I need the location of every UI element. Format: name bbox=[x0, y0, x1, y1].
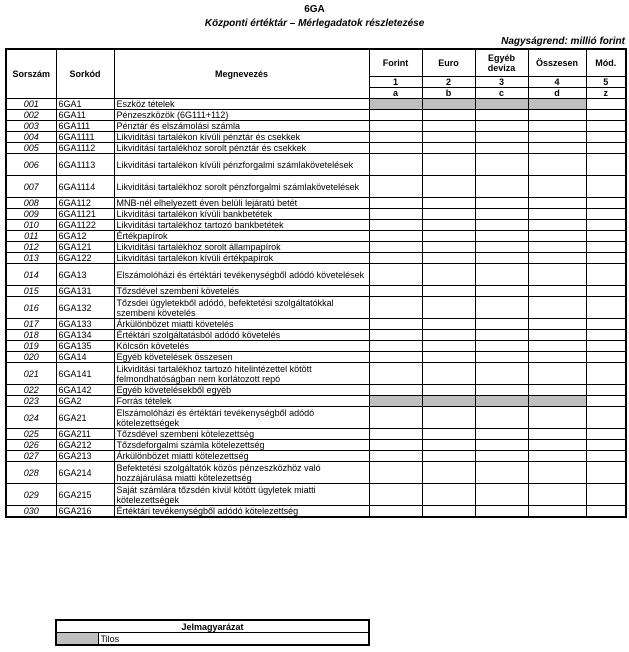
row-code: 6GA215 bbox=[56, 484, 114, 506]
value-cell bbox=[422, 429, 475, 440]
row-number: 004 bbox=[6, 132, 56, 143]
legend-swatch-grey bbox=[56, 633, 98, 646]
row-number: 024 bbox=[6, 407, 56, 429]
value-cell bbox=[586, 286, 626, 297]
value-cell bbox=[528, 132, 586, 143]
document-code: 6GA bbox=[304, 4, 325, 15]
table-row bbox=[6, 264, 626, 286]
row-code: 6GA133 bbox=[56, 319, 114, 330]
value-cell bbox=[475, 242, 528, 253]
table-row bbox=[6, 330, 626, 341]
value-cell bbox=[475, 484, 528, 506]
value-cell bbox=[586, 198, 626, 209]
value-cell bbox=[475, 253, 528, 264]
row-name: Elszámolóházi és értéktári tevékenységből adódó követelések bbox=[114, 264, 369, 286]
col-letter: b bbox=[422, 88, 475, 99]
row-number: 005 bbox=[6, 143, 56, 154]
value-cell bbox=[422, 484, 475, 506]
row-number: 012 bbox=[6, 242, 56, 253]
value-cell bbox=[475, 198, 528, 209]
document-title: Központi értéktár – Mérlegadatok részletezése bbox=[204, 18, 425, 29]
value-cell bbox=[422, 121, 475, 132]
row-name: Likviditási tartalékon kívüli pénzforgalmi számlakövetelések bbox=[114, 154, 369, 176]
value-cell bbox=[475, 231, 528, 242]
value-cell bbox=[422, 385, 475, 396]
row-name: Likviditási tartalékon kívüli értékpapírok bbox=[114, 253, 369, 264]
legend-title: Jelmagyarázat bbox=[56, 620, 369, 633]
value-cell bbox=[369, 451, 422, 462]
row-number: 006 bbox=[6, 154, 56, 176]
table-row bbox=[6, 297, 626, 319]
value-cell bbox=[422, 143, 475, 154]
value-cell bbox=[422, 242, 475, 253]
row-code: 6GA141 bbox=[56, 363, 114, 385]
value-cell bbox=[528, 352, 586, 363]
value-cell bbox=[369, 352, 422, 363]
row-code: 6GA2 bbox=[56, 396, 114, 407]
value-cell bbox=[586, 253, 626, 264]
value-cell bbox=[586, 484, 626, 506]
table-row bbox=[6, 231, 626, 242]
row-name: Likviditási tartalékon kívüli bankbetétek bbox=[114, 209, 369, 220]
value-cell bbox=[475, 132, 528, 143]
value-cell bbox=[475, 341, 528, 352]
row-name: Egyéb követelések összesen bbox=[114, 352, 369, 363]
value-cell bbox=[422, 176, 475, 198]
row-code: 6GA216 bbox=[56, 506, 114, 518]
value-cell bbox=[528, 484, 586, 506]
col-number: 2 bbox=[422, 77, 475, 88]
value-cell bbox=[369, 363, 422, 385]
header-sorkod: Sorkód bbox=[56, 49, 114, 99]
value-cell bbox=[586, 297, 626, 319]
table-row bbox=[6, 121, 626, 132]
value-cell bbox=[586, 451, 626, 462]
value-cell bbox=[369, 286, 422, 297]
header-sorszam: Sorszám bbox=[6, 49, 56, 99]
row-code: 6GA1122 bbox=[56, 220, 114, 231]
value-cell bbox=[586, 99, 626, 110]
table-row bbox=[6, 341, 626, 352]
row-name: Tőzsdei ügyletekből adódó, befektetési szolgáltatókkal szembeni követelés bbox=[114, 297, 369, 319]
value-cell bbox=[586, 242, 626, 253]
row-code: 6GA122 bbox=[56, 253, 114, 264]
table-row bbox=[6, 352, 626, 363]
value-cell bbox=[475, 121, 528, 132]
value-cell bbox=[475, 506, 528, 518]
row-name: Likviditási tartalékhoz sorolt pénztár és csekkek bbox=[114, 143, 369, 154]
row-number: 026 bbox=[6, 440, 56, 451]
value-cell bbox=[422, 154, 475, 176]
unit-note: Nagyságrend: millió forint bbox=[501, 36, 625, 47]
table-row bbox=[6, 429, 626, 440]
col-letter: a bbox=[369, 88, 422, 99]
value-cell bbox=[586, 462, 626, 484]
row-code: 6GA211 bbox=[56, 429, 114, 440]
value-cell bbox=[422, 231, 475, 242]
value-cell bbox=[369, 110, 422, 121]
value-cell bbox=[475, 429, 528, 440]
table-row bbox=[6, 363, 626, 385]
value-cell bbox=[369, 253, 422, 264]
row-number: 003 bbox=[6, 121, 56, 132]
row-number: 009 bbox=[6, 209, 56, 220]
value-cell bbox=[369, 209, 422, 220]
row-code: 6GA14 bbox=[56, 352, 114, 363]
table-row bbox=[6, 462, 626, 484]
value-cell bbox=[475, 440, 528, 451]
value-cell bbox=[586, 143, 626, 154]
value-cell-forbidden bbox=[528, 99, 586, 110]
value-cell bbox=[422, 220, 475, 231]
value-cell bbox=[475, 330, 528, 341]
row-number: 013 bbox=[6, 253, 56, 264]
col-number: 4 bbox=[528, 77, 586, 88]
value-cell bbox=[422, 198, 475, 209]
col-letter: d bbox=[528, 88, 586, 99]
row-number: 015 bbox=[6, 286, 56, 297]
value-cell bbox=[369, 319, 422, 330]
value-cell bbox=[422, 132, 475, 143]
value-cell bbox=[422, 407, 475, 429]
value-cell bbox=[528, 253, 586, 264]
value-cell bbox=[475, 176, 528, 198]
col-letter: c bbox=[475, 88, 528, 99]
value-cell bbox=[475, 110, 528, 121]
value-cell bbox=[586, 264, 626, 286]
row-number: 001 bbox=[6, 99, 56, 110]
value-cell bbox=[528, 363, 586, 385]
value-cell bbox=[422, 264, 475, 286]
row-code: 6GA121 bbox=[56, 242, 114, 253]
row-name: Pénzeszközök (6G111+112) bbox=[114, 110, 369, 121]
value-cell bbox=[369, 220, 422, 231]
value-cell bbox=[528, 286, 586, 297]
row-name: Likviditási tartalékhoz sorolt pénzforgalmi számlakövetelések bbox=[114, 176, 369, 198]
table-row bbox=[6, 407, 626, 429]
value-cell bbox=[422, 330, 475, 341]
value-cell bbox=[586, 110, 626, 121]
header-col-forint: Forint bbox=[369, 49, 422, 77]
row-code: 6GA213 bbox=[56, 451, 114, 462]
table-row bbox=[6, 253, 626, 264]
value-cell bbox=[586, 319, 626, 330]
row-name: Tőzsdével szembeni követelés bbox=[114, 286, 369, 297]
value-cell bbox=[528, 429, 586, 440]
value-cell bbox=[586, 385, 626, 396]
legend-item-label: Tilos bbox=[98, 633, 369, 646]
value-cell bbox=[528, 231, 586, 242]
table-row bbox=[6, 143, 626, 154]
row-name: Elszámolóházi és értéktári tevékenységből adódó kötelezettségek bbox=[114, 407, 369, 429]
row-number: 025 bbox=[6, 429, 56, 440]
value-cell bbox=[422, 110, 475, 121]
table-row bbox=[6, 99, 626, 110]
value-cell bbox=[586, 132, 626, 143]
value-cell bbox=[475, 286, 528, 297]
table-row bbox=[6, 451, 626, 462]
value-cell bbox=[528, 176, 586, 198]
value-cell bbox=[475, 154, 528, 176]
value-cell bbox=[586, 121, 626, 132]
table-row bbox=[6, 506, 626, 518]
value-cell bbox=[369, 231, 422, 242]
table-row bbox=[6, 242, 626, 253]
row-number: 011 bbox=[6, 231, 56, 242]
value-cell-forbidden bbox=[528, 396, 586, 407]
header-col-osszesen: Összesen bbox=[528, 49, 586, 77]
table-row bbox=[6, 484, 626, 506]
row-code: 6GA112 bbox=[56, 198, 114, 209]
row-number: 010 bbox=[6, 220, 56, 231]
row-code: 6GA1 bbox=[56, 99, 114, 110]
table-row bbox=[6, 198, 626, 209]
row-name: Értéktári tevékenységből adódó kötelezettség bbox=[114, 506, 369, 518]
row-name: Árkülönbözet miatti kötelezettség bbox=[114, 451, 369, 462]
table-row bbox=[6, 176, 626, 198]
header-megnevezes: Megnevezés bbox=[114, 49, 369, 99]
value-cell bbox=[369, 484, 422, 506]
table-row bbox=[6, 154, 626, 176]
value-cell bbox=[369, 297, 422, 319]
value-cell bbox=[369, 462, 422, 484]
value-cell bbox=[369, 121, 422, 132]
value-cell bbox=[528, 451, 586, 462]
value-cell bbox=[528, 440, 586, 451]
row-code: 6GA1112 bbox=[56, 143, 114, 154]
table-row bbox=[6, 319, 626, 330]
col-number: 5 bbox=[586, 77, 626, 88]
col-number: 1 bbox=[369, 77, 422, 88]
value-cell bbox=[586, 176, 626, 198]
row-code: 6GA1114 bbox=[56, 176, 114, 198]
row-number: 007 bbox=[6, 176, 56, 198]
value-cell bbox=[586, 363, 626, 385]
value-cell bbox=[422, 462, 475, 484]
row-code: 6GA13 bbox=[56, 264, 114, 286]
value-cell bbox=[475, 143, 528, 154]
header-col-egyeb-deviza: Egyéb deviza bbox=[475, 49, 528, 77]
table-row bbox=[6, 110, 626, 121]
value-cell bbox=[422, 286, 475, 297]
value-cell bbox=[528, 506, 586, 518]
balance-detail-table bbox=[5, 48, 627, 518]
value-cell bbox=[369, 143, 422, 154]
row-number: 021 bbox=[6, 363, 56, 385]
value-cell bbox=[475, 297, 528, 319]
row-name: Befektetési szolgáltatók közös pénzeszközhöz való hozzájárulása miatti kötelezettség bbox=[114, 462, 369, 484]
value-cell bbox=[422, 363, 475, 385]
value-cell bbox=[422, 341, 475, 352]
table-row bbox=[6, 209, 626, 220]
row-code: 6GA12 bbox=[56, 231, 114, 242]
row-name: Pénztár és elszámolási számla bbox=[114, 121, 369, 132]
value-cell bbox=[422, 506, 475, 518]
value-cell bbox=[475, 407, 528, 429]
value-cell bbox=[528, 385, 586, 396]
value-cell bbox=[528, 242, 586, 253]
row-code: 6GA1121 bbox=[56, 209, 114, 220]
value-cell bbox=[586, 330, 626, 341]
row-number: 027 bbox=[6, 451, 56, 462]
row-number: 018 bbox=[6, 330, 56, 341]
row-name: Tőzsdével szembeni kötelezettség bbox=[114, 429, 369, 440]
value-cell-forbidden bbox=[369, 396, 422, 407]
value-cell bbox=[528, 319, 586, 330]
value-cell bbox=[586, 220, 626, 231]
row-code: 6GA142 bbox=[56, 385, 114, 396]
value-cell-forbidden bbox=[422, 396, 475, 407]
row-code: 6GA1113 bbox=[56, 154, 114, 176]
row-code: 6GA111 bbox=[56, 121, 114, 132]
value-cell bbox=[528, 330, 586, 341]
row-code: 6GA134 bbox=[56, 330, 114, 341]
row-name: Értékpapírok bbox=[114, 231, 369, 242]
row-name: Eszköz tételek bbox=[114, 99, 369, 110]
value-cell bbox=[369, 407, 422, 429]
value-cell bbox=[586, 341, 626, 352]
table-row bbox=[6, 396, 626, 407]
value-cell bbox=[475, 319, 528, 330]
value-cell bbox=[475, 451, 528, 462]
value-cell bbox=[369, 429, 422, 440]
value-cell bbox=[369, 341, 422, 352]
row-name: Tőzsdeforgalmi számla kötelezettség bbox=[114, 440, 369, 451]
value-cell bbox=[422, 297, 475, 319]
value-cell bbox=[475, 264, 528, 286]
value-cell bbox=[422, 451, 475, 462]
value-cell bbox=[586, 429, 626, 440]
value-cell bbox=[475, 209, 528, 220]
row-name: Likviditási tartalékhoz tartozó bankbetétek bbox=[114, 220, 369, 231]
value-cell bbox=[528, 110, 586, 121]
table-row bbox=[6, 385, 626, 396]
row-code: 6GA1111 bbox=[56, 132, 114, 143]
value-cell bbox=[369, 154, 422, 176]
value-cell bbox=[586, 352, 626, 363]
row-code: 6GA132 bbox=[56, 297, 114, 319]
value-cell bbox=[369, 440, 422, 451]
row-code: 6GA212 bbox=[56, 440, 114, 451]
col-letter: z bbox=[586, 88, 626, 99]
col-number: 3 bbox=[475, 77, 528, 88]
row-name: Saját számlára tőzsdén kívül kötött ügyletek miatti kötelezettségek bbox=[114, 484, 369, 506]
legend bbox=[55, 619, 370, 646]
value-cell bbox=[422, 209, 475, 220]
value-cell bbox=[369, 264, 422, 286]
value-cell-forbidden bbox=[475, 396, 528, 407]
value-cell bbox=[369, 198, 422, 209]
table-row bbox=[6, 440, 626, 451]
value-cell bbox=[422, 352, 475, 363]
row-number: 002 bbox=[6, 110, 56, 121]
value-cell bbox=[586, 407, 626, 429]
value-cell bbox=[586, 231, 626, 242]
value-cell-forbidden bbox=[475, 99, 528, 110]
value-cell bbox=[528, 462, 586, 484]
row-number: 017 bbox=[6, 319, 56, 330]
row-number: 019 bbox=[6, 341, 56, 352]
value-cell bbox=[586, 209, 626, 220]
value-cell bbox=[528, 209, 586, 220]
value-cell bbox=[422, 253, 475, 264]
value-cell bbox=[586, 396, 626, 407]
row-number: 022 bbox=[6, 385, 56, 396]
row-number: 030 bbox=[6, 506, 56, 518]
value-cell bbox=[528, 264, 586, 286]
value-cell bbox=[528, 198, 586, 209]
row-name: Árkülönbözet miatti követelés bbox=[114, 319, 369, 330]
row-code: 6GA21 bbox=[56, 407, 114, 429]
row-name: Kölcsön követelés bbox=[114, 341, 369, 352]
row-name: Forrás tételek bbox=[114, 396, 369, 407]
row-code: 6GA131 bbox=[56, 286, 114, 297]
value-cell bbox=[586, 506, 626, 518]
table-row bbox=[6, 286, 626, 297]
value-cell-forbidden bbox=[422, 99, 475, 110]
value-cell bbox=[586, 440, 626, 451]
value-cell bbox=[369, 176, 422, 198]
value-cell bbox=[475, 462, 528, 484]
table-row bbox=[6, 132, 626, 143]
value-cell bbox=[528, 341, 586, 352]
value-cell bbox=[528, 121, 586, 132]
header-col-mod: Mód. bbox=[586, 49, 626, 77]
row-code: 6GA135 bbox=[56, 341, 114, 352]
value-cell bbox=[475, 385, 528, 396]
row-code: 6GA214 bbox=[56, 462, 114, 484]
row-number: 014 bbox=[6, 264, 56, 286]
row-name: Likviditási tartalékhoz tartozó hitelintézettel kötött felmondhatóságban nem korlátozott repó bbox=[114, 363, 369, 385]
value-cell bbox=[369, 242, 422, 253]
value-cell bbox=[586, 154, 626, 176]
row-number: 029 bbox=[6, 484, 56, 506]
row-number: 008 bbox=[6, 198, 56, 209]
value-cell bbox=[369, 385, 422, 396]
row-number: 023 bbox=[6, 396, 56, 407]
value-cell bbox=[369, 330, 422, 341]
value-cell bbox=[475, 363, 528, 385]
value-cell bbox=[528, 154, 586, 176]
value-cell bbox=[422, 440, 475, 451]
row-name: Egyéb követelésekből egyéb bbox=[114, 385, 369, 396]
value-cell bbox=[369, 132, 422, 143]
row-name: MNB-nél elhelyezett éven belüli lejáratú betét bbox=[114, 198, 369, 209]
value-cell bbox=[528, 220, 586, 231]
row-name: Értéktári szolgáltatásból adódó követelés bbox=[114, 330, 369, 341]
row-number: 020 bbox=[6, 352, 56, 363]
value-cell bbox=[528, 407, 586, 429]
value-cell bbox=[369, 506, 422, 518]
row-number: 016 bbox=[6, 297, 56, 319]
row-name: Likviditási tartalékhoz sorolt állampapírok bbox=[114, 242, 369, 253]
header-col-euro: Euro bbox=[422, 49, 475, 77]
value-cell-forbidden bbox=[369, 99, 422, 110]
value-cell bbox=[475, 220, 528, 231]
row-name: Likviditási tartalékon kívüli pénztár és csekkek bbox=[114, 132, 369, 143]
value-cell bbox=[528, 143, 586, 154]
table-row bbox=[6, 220, 626, 231]
value-cell bbox=[422, 319, 475, 330]
value-cell bbox=[528, 297, 586, 319]
value-cell bbox=[475, 352, 528, 363]
row-number: 028 bbox=[6, 462, 56, 484]
row-code: 6GA11 bbox=[56, 110, 114, 121]
